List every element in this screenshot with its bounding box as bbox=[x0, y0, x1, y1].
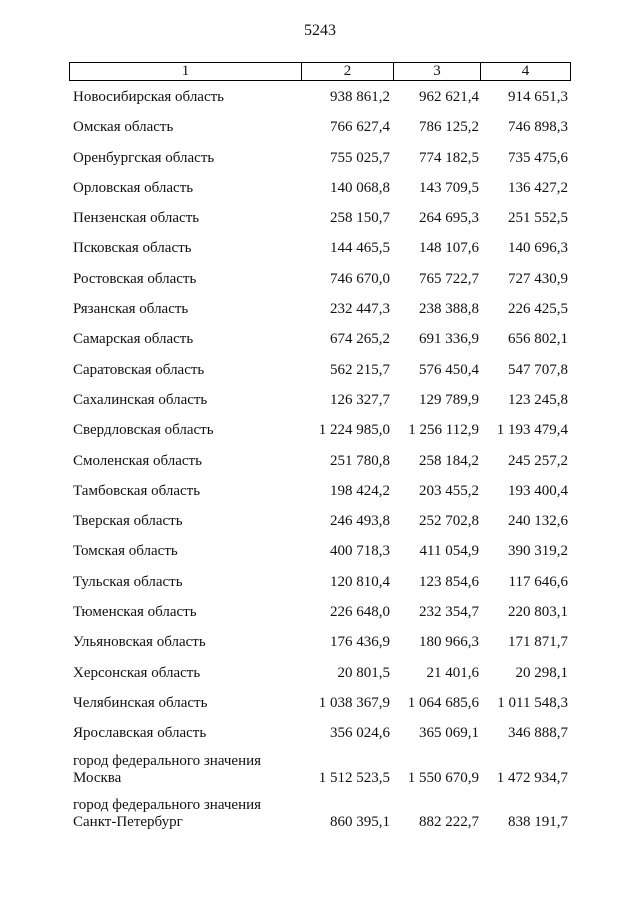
table-row bbox=[0, 751, 640, 795]
value-col-3: 123 854,6 bbox=[419, 573, 479, 590]
region-name: Ульяновская область bbox=[73, 634, 206, 651]
value-col-4: 136 427,2 bbox=[508, 179, 568, 196]
table-row bbox=[0, 508, 640, 538]
value-col-3: 691 336,9 bbox=[419, 331, 479, 348]
value-col-3: 252 702,8 bbox=[419, 513, 479, 530]
value-col-4: 1 193 479,4 bbox=[496, 422, 568, 439]
value-col-3: 232 354,7 bbox=[419, 604, 479, 621]
region-name-line-2: Москва bbox=[73, 769, 122, 786]
region-name: Херсонская область bbox=[73, 664, 201, 681]
value-col-4: 735 475,6 bbox=[508, 149, 568, 166]
region-name: Тульская область bbox=[73, 573, 183, 590]
table-row bbox=[0, 387, 640, 417]
value-col-3: 1 256 112,9 bbox=[408, 422, 479, 439]
table-row bbox=[0, 538, 640, 568]
value-col-4: 251 552,5 bbox=[508, 210, 568, 227]
region-name-line-1: город федерального значения bbox=[73, 752, 262, 769]
value-col-2: 860 395,1 bbox=[330, 813, 390, 830]
value-col-2: 258 150,7 bbox=[330, 210, 390, 227]
region-name: Смоленская область bbox=[73, 452, 202, 469]
region-name: Орловская область bbox=[73, 179, 194, 196]
table-header bbox=[69, 62, 571, 81]
value-col-2: 562 215,7 bbox=[330, 361, 390, 378]
value-col-3: 774 182,5 bbox=[419, 149, 479, 166]
value-col-2: 766 627,4 bbox=[330, 119, 390, 136]
table-row bbox=[0, 569, 640, 599]
table-row bbox=[0, 417, 640, 447]
column-header-3: 3 bbox=[394, 63, 481, 80]
value-col-4: 727 430,9 bbox=[508, 270, 568, 287]
table-row bbox=[0, 660, 640, 690]
table-row bbox=[0, 629, 640, 659]
value-col-3: 786 125,2 bbox=[419, 119, 479, 136]
region-name bbox=[73, 753, 261, 787]
value-col-2: 140 068,8 bbox=[330, 179, 390, 196]
region-name: Пензенская область bbox=[73, 210, 200, 227]
table-row bbox=[0, 266, 640, 296]
value-col-4: 746 898,3 bbox=[508, 119, 568, 136]
value-col-4: 123 245,8 bbox=[508, 391, 568, 408]
region-name: Тамбовская область bbox=[73, 482, 201, 499]
region-name: Ростовская область bbox=[73, 270, 197, 287]
value-col-2: 226 648,0 bbox=[330, 604, 390, 621]
region-name: Томская область bbox=[73, 543, 178, 560]
value-col-3: 21 401,6 bbox=[426, 664, 479, 681]
value-col-4: 390 319,2 bbox=[508, 543, 568, 560]
value-col-2: 1 038 367,9 bbox=[318, 694, 390, 711]
value-col-3: 365 069,1 bbox=[419, 725, 479, 742]
value-col-3: 765 722,7 bbox=[419, 270, 479, 287]
value-col-3: 143 709,5 bbox=[419, 179, 479, 196]
table-row bbox=[0, 296, 640, 326]
value-col-2: 400 718,3 bbox=[330, 543, 390, 560]
value-col-4: 245 257,2 bbox=[508, 452, 568, 469]
value-col-3: 148 107,6 bbox=[419, 240, 479, 257]
value-col-2: 246 493,8 bbox=[330, 513, 390, 530]
table-row bbox=[0, 326, 640, 356]
value-col-2: 198 424,2 bbox=[330, 482, 390, 499]
value-col-4: 914 651,3 bbox=[508, 89, 568, 105]
value-col-2: 144 465,5 bbox=[330, 240, 390, 257]
value-col-2: 20 801,5 bbox=[337, 664, 390, 681]
value-col-4: 838 191,7 bbox=[508, 813, 568, 830]
region-name-line-1: город федерального значения bbox=[73, 796, 262, 813]
column-header-1: 1 bbox=[70, 63, 302, 80]
value-col-3: 180 966,3 bbox=[419, 634, 479, 651]
value-col-2: 356 024,6 bbox=[330, 725, 390, 742]
value-col-2: 251 780,8 bbox=[330, 452, 390, 469]
value-col-2: 126 327,7 bbox=[330, 391, 390, 408]
table-row bbox=[0, 84, 640, 114]
table-row bbox=[0, 720, 640, 750]
table-row bbox=[0, 599, 640, 629]
value-col-3: 264 695,3 bbox=[419, 210, 479, 227]
table-row bbox=[0, 795, 640, 839]
region-name-line-2: Санкт-Петербург bbox=[73, 813, 183, 830]
value-col-2: 674 265,2 bbox=[330, 331, 390, 348]
value-col-3: 962 621,4 bbox=[419, 89, 479, 105]
region-name bbox=[73, 797, 261, 831]
value-col-3: 1 064 685,6 bbox=[407, 694, 479, 711]
region-name: Самарская область bbox=[73, 331, 194, 348]
value-col-4: 547 707,8 bbox=[508, 361, 568, 378]
region-name: Рязанская область bbox=[73, 301, 189, 318]
region-name: Новосибирская область bbox=[73, 89, 225, 105]
region-name: Псковская область bbox=[73, 240, 192, 257]
value-col-2: 1 224 985,0 bbox=[318, 422, 390, 439]
value-col-2: 176 436,9 bbox=[330, 634, 390, 651]
value-col-2: 938 861,2 bbox=[330, 89, 390, 105]
region-name: Тюменская область bbox=[73, 604, 197, 621]
table-row bbox=[0, 175, 640, 205]
table-row bbox=[0, 478, 640, 508]
value-col-4: 240 132,6 bbox=[508, 513, 568, 530]
value-col-4: 346 888,7 bbox=[508, 725, 568, 742]
value-col-4: 226 425,5 bbox=[508, 301, 568, 318]
value-col-4: 656 802,1 bbox=[508, 331, 568, 348]
value-col-4: 20 298,1 bbox=[515, 664, 568, 681]
column-header-2: 2 bbox=[302, 63, 394, 80]
value-col-3: 882 222,7 bbox=[419, 813, 479, 830]
table-row bbox=[0, 114, 640, 144]
table-row bbox=[0, 357, 640, 387]
value-col-2: 232 447,3 bbox=[330, 301, 390, 318]
table-row bbox=[0, 235, 640, 265]
table-row bbox=[0, 448, 640, 478]
value-col-4: 117 646,6 bbox=[508, 573, 568, 590]
value-col-2: 120 810,4 bbox=[330, 573, 390, 590]
table-row bbox=[0, 205, 640, 235]
value-col-2: 1 512 523,5 bbox=[318, 769, 390, 786]
value-col-4: 171 871,7 bbox=[508, 634, 568, 651]
region-name: Ярославская область bbox=[73, 725, 207, 742]
value-col-4: 140 696,3 bbox=[508, 240, 568, 257]
value-col-4: 220 803,1 bbox=[508, 604, 568, 621]
region-name: Омская область bbox=[73, 119, 174, 136]
value-col-3: 258 184,2 bbox=[419, 452, 479, 469]
region-name: Тверская область bbox=[73, 513, 183, 530]
table-body bbox=[0, 84, 640, 839]
value-col-2: 746 670,0 bbox=[330, 270, 390, 287]
page-number: 5243 bbox=[304, 22, 336, 39]
value-col-2: 755 025,7 bbox=[330, 149, 390, 166]
value-col-3: 411 054,9 bbox=[419, 543, 479, 560]
region-name: Сахалинская область bbox=[73, 391, 208, 408]
table-row bbox=[0, 690, 640, 720]
value-col-4: 1 472 934,7 bbox=[496, 769, 568, 786]
value-col-3: 129 789,9 bbox=[419, 391, 479, 408]
value-col-3: 238 388,8 bbox=[419, 301, 479, 318]
value-col-4: 193 400,4 bbox=[508, 482, 568, 499]
value-col-3: 576 450,4 bbox=[419, 361, 479, 378]
region-name: Свердловская область bbox=[73, 422, 214, 439]
value-col-4: 1 011 548,3 bbox=[497, 694, 568, 711]
value-col-3: 1 550 670,9 bbox=[407, 769, 479, 786]
region-name: Оренбургская область bbox=[73, 149, 215, 166]
region-name: Саратовская область bbox=[73, 361, 205, 378]
table-row bbox=[0, 145, 640, 175]
column-header-4: 4 bbox=[521, 63, 530, 79]
value-col-3: 203 455,2 bbox=[419, 482, 479, 499]
region-name: Челябинская область bbox=[73, 694, 208, 711]
